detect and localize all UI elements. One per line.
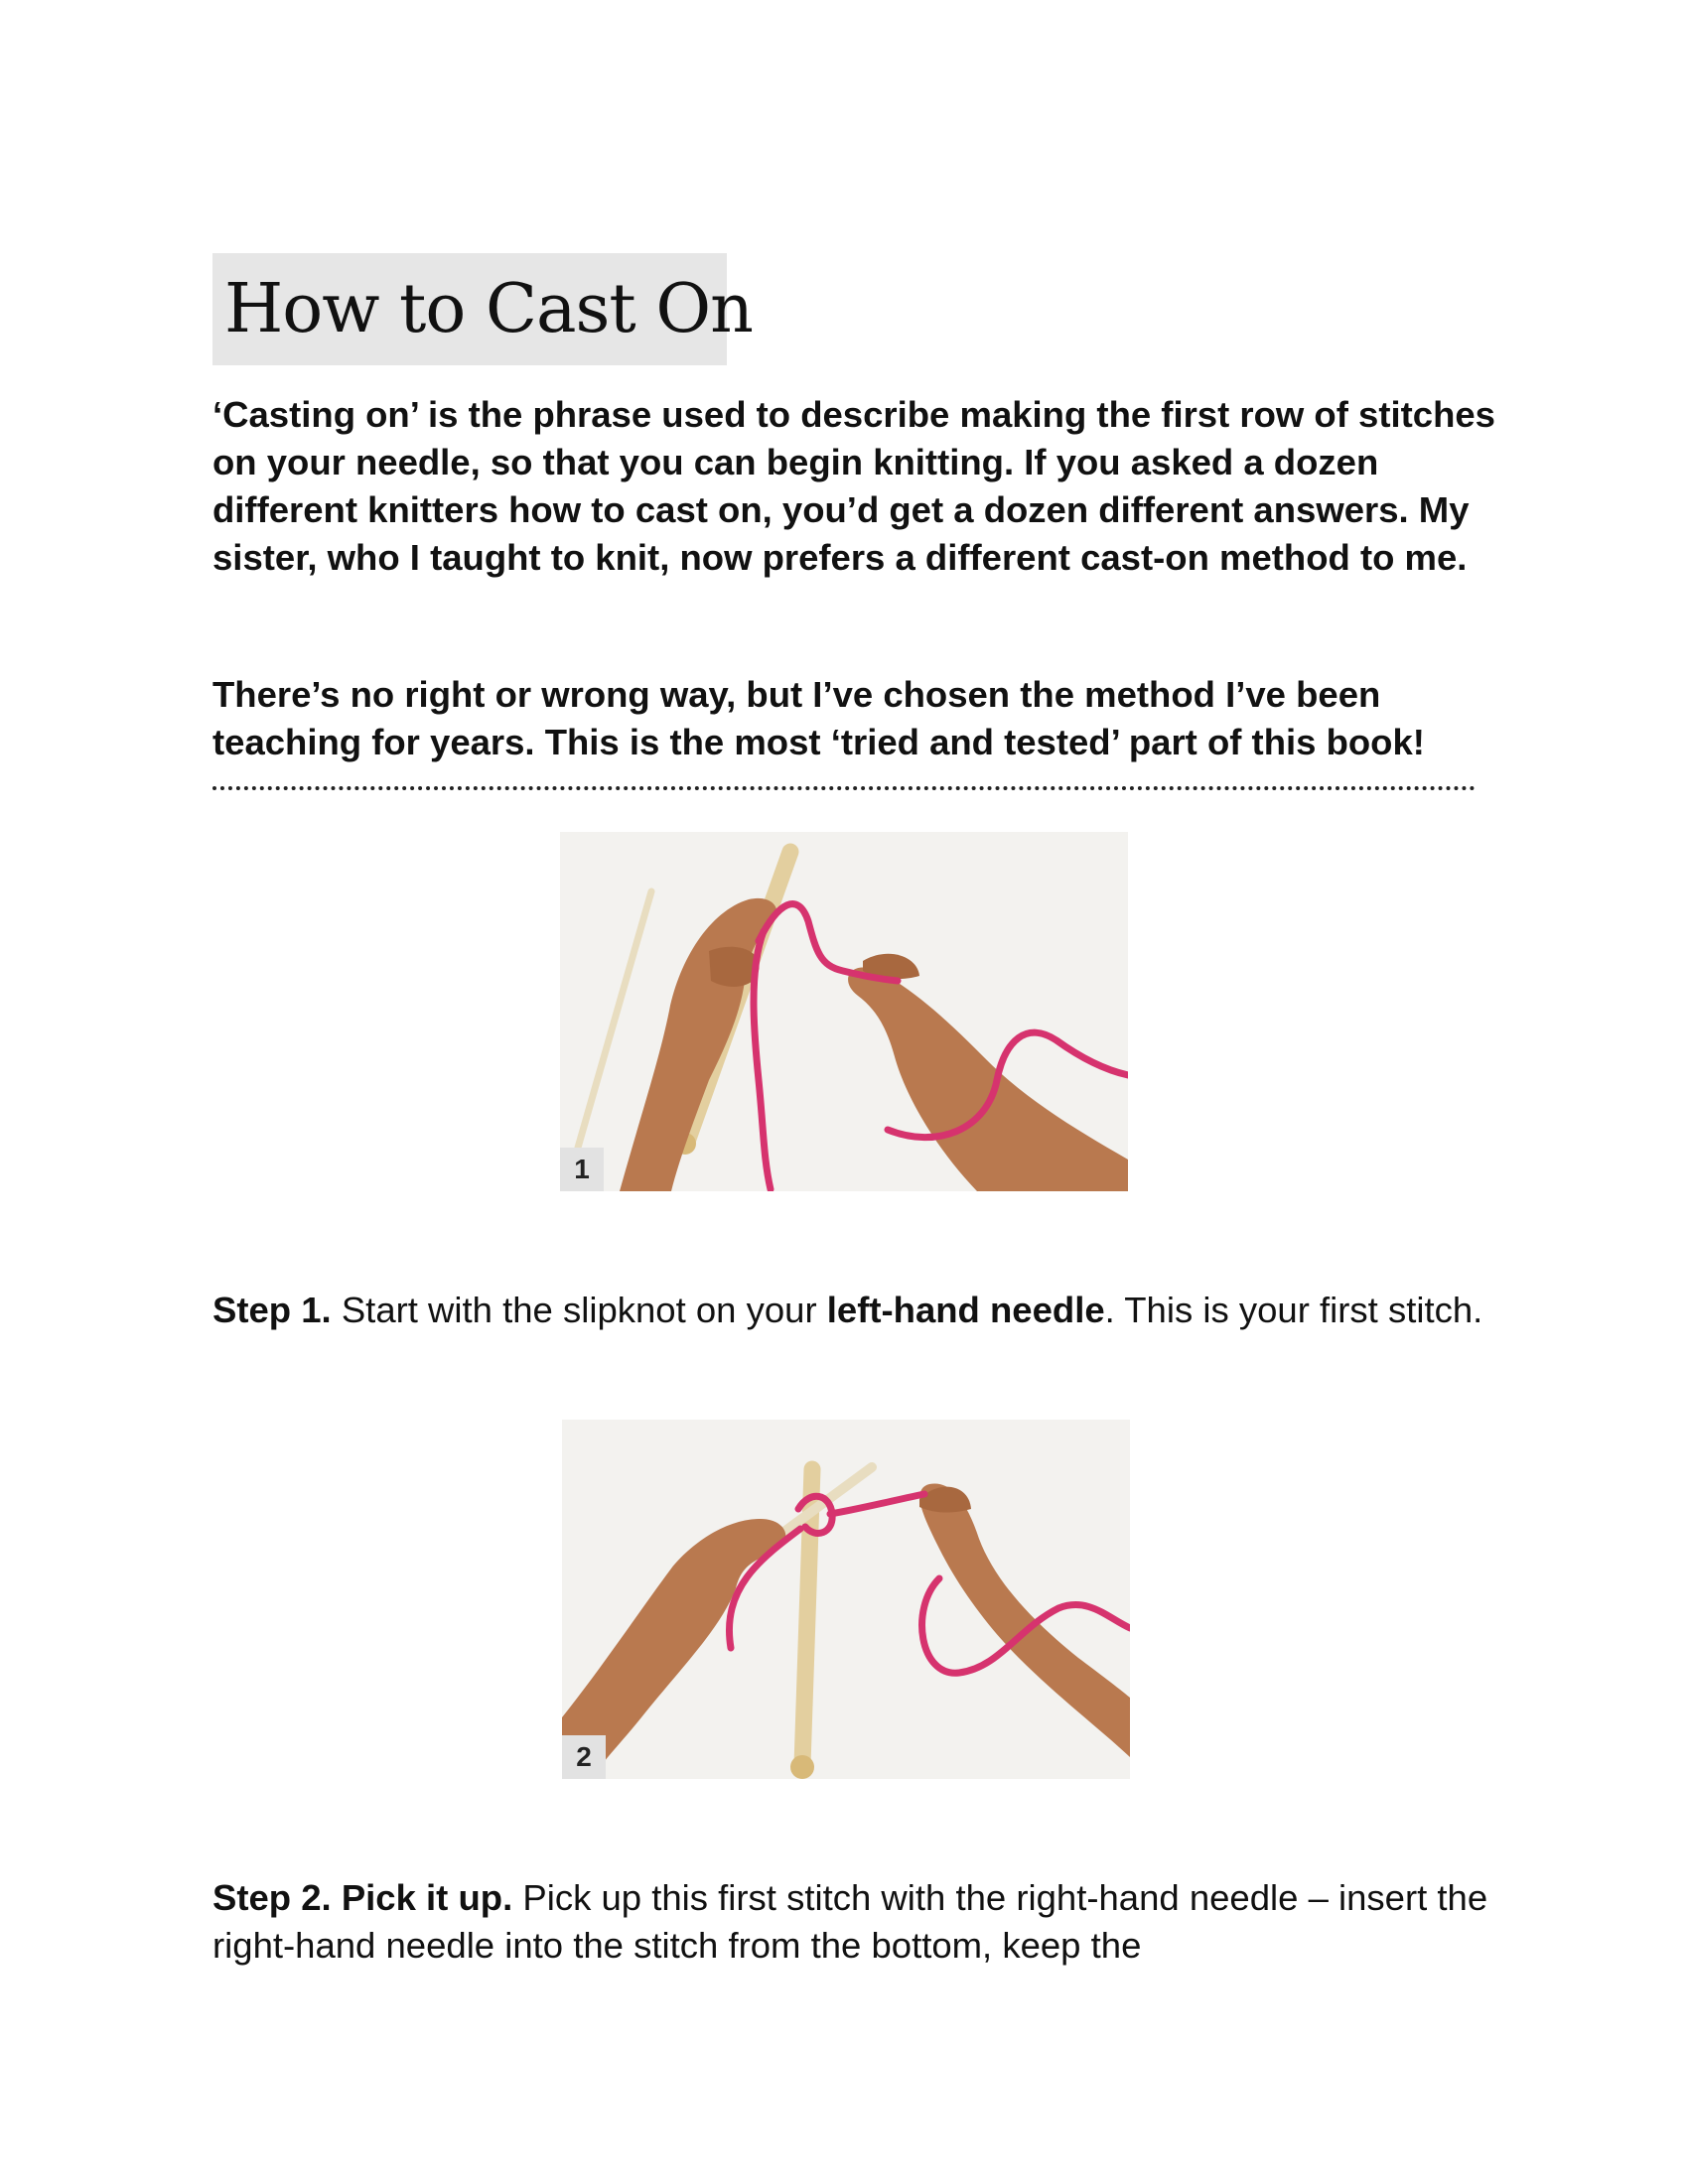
step-2-photo (562, 1420, 1130, 1779)
step-1-text-after: . This is your first stitch. (1104, 1290, 1483, 1330)
title-box (212, 253, 753, 365)
step-1-photo (560, 832, 1128, 1191)
step-1-text (212, 1287, 1503, 1334)
step-1-label: Step 1. (212, 1290, 332, 1330)
page-title: How to Cast On (224, 270, 753, 348)
dotted-divider (212, 786, 1476, 790)
photo-number-badge: 1 (560, 1148, 604, 1191)
step-1-text-before: Start with the slipknot on your (331, 1290, 827, 1330)
step-2-illustration (562, 1420, 1130, 1779)
step-1-bold-term: left-hand needle (826, 1290, 1105, 1330)
intro-paragraph-2: There’s no right or wrong way, but I’ve chosen the method I’ve been teaching for years. This is the most ‘tried and tested’ part of this book! (212, 674, 1425, 762)
intro-paragraph-1: ‘Casting on’ is the phrase used to describe making the first row of stitches on your needle, so that you can begin knitting. If you asked a dozen different knitters how to cast on, you’d get a dozen different answers. My sister, who I taught to knit, now prefers a different cast-on method to me. (212, 394, 1495, 578)
step-2-body: Pick up this first stitch with the right-hand needle – insert the right-hand needle into the stitch from the bottom, keep the (212, 1877, 1488, 1966)
step-2-label: Step 2. Pick it up. (212, 1877, 513, 1918)
step-2-text (212, 1874, 1503, 1970)
step-1-illustration (560, 832, 1128, 1191)
photo-number-badge: 2 (562, 1735, 606, 1779)
